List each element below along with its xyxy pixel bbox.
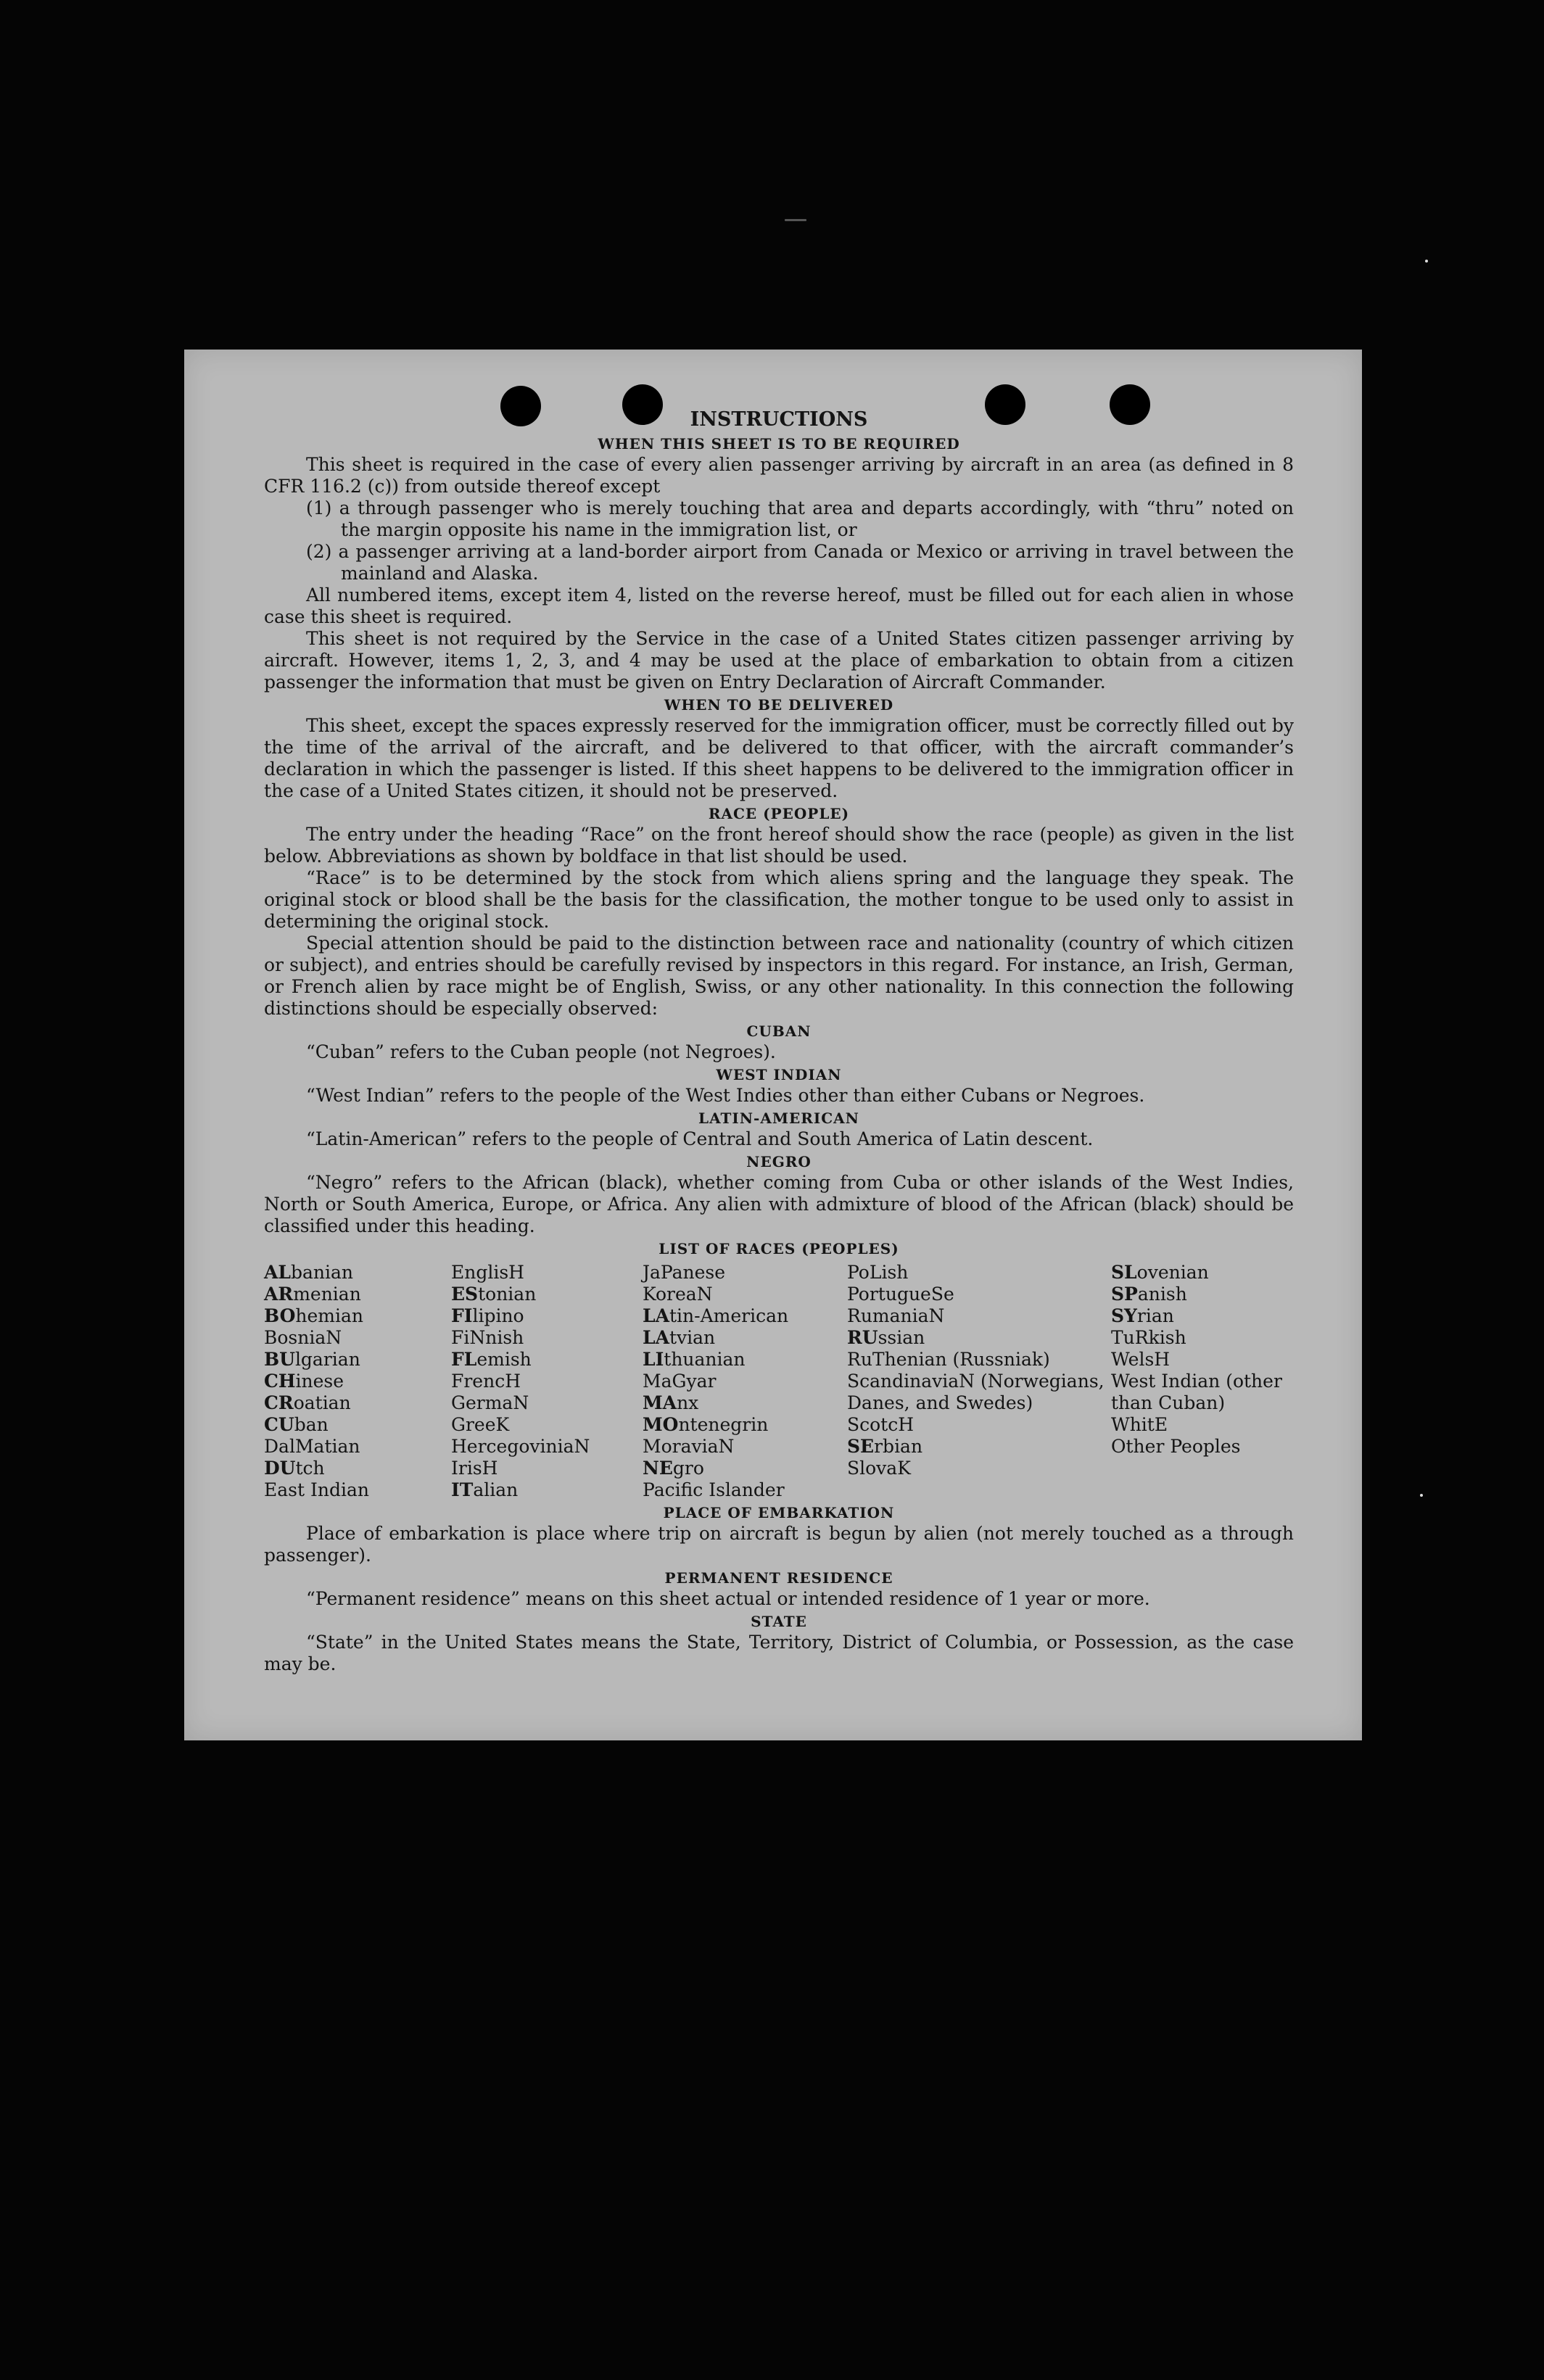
race-entry: EStonian <box>451 1284 537 1305</box>
race-entry: SlovaK <box>847 1458 911 1479</box>
race-entry: KoreaN <box>643 1284 713 1305</box>
race-entry: ITalian <box>451 1479 519 1500</box>
race-entry: PortugueSe <box>847 1284 954 1305</box>
section-heading: PERMANENT RESIDENCE <box>664 1569 893 1587</box>
race-entry: MaGyar <box>643 1371 717 1392</box>
race-entry: DalMatian <box>264 1436 360 1457</box>
race-entry: ARmenian <box>264 1284 361 1305</box>
race-entry: MOntenegrin <box>643 1414 769 1435</box>
paragraph: Place of embarkation is place where trip on aircraft is begun by alien (not merely touched as a through passenger). <box>264 1523 1294 1566</box>
document-page <box>184 350 1362 1740</box>
section-heading: LATIN-AMERICAN <box>698 1110 859 1127</box>
race-entry: SLovenian <box>1111 1262 1209 1283</box>
paragraph: Special attention should be paid to the distinction between race and nationality (country of which citizen or subject), and entries should be carefully revised by inspectors in this regard. For instance, an Irish, German, or French alien by race might be of English, Swiss, or any other nationality. In this connection the following distinctions should be especially observed: <box>264 933 1294 1019</box>
race-entry: SYrian <box>1111 1305 1174 1326</box>
section-heading: WHEN TO BE DELIVERED <box>664 696 894 714</box>
section-heading: RACE (PEOPLE) <box>708 805 850 822</box>
paragraph: All numbered items, except item 4, listed on the reverse hereof, must be filled out for each alien in whose case this sheet is required. <box>264 584 1294 627</box>
section-heading: WEST INDIAN <box>716 1066 842 1083</box>
instructions-text <box>264 408 1294 1675</box>
race-entry: MAnx <box>643 1392 699 1413</box>
section-heading: PLACE OF EMBARKATION <box>663 1504 895 1521</box>
race-entry: BosniaN <box>264 1327 342 1348</box>
race-entry: CUban <box>264 1414 329 1435</box>
race-entry: SErbian <box>847 1436 923 1457</box>
race-entry: ScandinaviaN (Norwegians, Danes, and Swedes) <box>847 1371 1105 1413</box>
paragraph: This sheet is not required by the Service in the case of a United States citizen passenger arriving by aircraft. However, items 1, 2, 3, and 4 may be used at the place of embarkation to obtain from a citizen passenger the information that must be given on Entry Declaration of Aircraft Commander. <box>264 628 1294 693</box>
race-entry: FIlipino <box>451 1305 524 1326</box>
race-entry: NEgro <box>643 1458 704 1479</box>
race-entry: LIthuanian <box>643 1349 746 1370</box>
race-entry: LAtin-American <box>643 1305 789 1326</box>
race-entry: Other Peoples <box>1111 1436 1241 1457</box>
race-column <box>264 1262 451 1501</box>
paragraph: “State” in the United States means the State, Territory, District of Columbia, or Possession, as the case may be. <box>264 1632 1294 1674</box>
section-heading: STATE <box>751 1613 807 1630</box>
list-item: (1) a through passenger who is merely touching that area and departs accordingly, with “thru” noted on the margin opposite his name in the immigration list, or <box>306 497 1294 540</box>
race-entry: BUlgarian <box>264 1349 360 1370</box>
film-speck <box>785 219 806 221</box>
paragraph: This sheet is required in the case of every alien passenger arriving by aircraft in an area (as defined in 8 CFR 116.2 (c)) from outside thereof except <box>264 454 1294 497</box>
race-entry: FLemish <box>451 1349 532 1370</box>
race-entry: SPanish <box>1111 1284 1187 1305</box>
paragraph: “Cuban” refers to the Cuban people (not Negroes). <box>306 1041 776 1062</box>
race-entry: MoraviaN <box>643 1436 735 1457</box>
race-entry: East Indian <box>264 1479 369 1500</box>
race-entry: BOhemian <box>264 1305 363 1326</box>
race-entry: GermaN <box>451 1392 529 1413</box>
paragraph: This sheet, except the spaces expressly reserved for the immigration officer, must be correctly filled out by the time of the arrival of the aircraft, and be delivered to that officer, with the aircraft commander’s declaration in which the passenger is listed. If this sheet happens to be delivered to the immigration officer in the case of a United States citizen, it should not be preserved. <box>264 715 1294 801</box>
section-heading: CUBAN <box>746 1022 812 1040</box>
race-entry: RuThenian (Russniak) <box>847 1349 1050 1370</box>
section-heading: LIST OF RACES (PEOPLES) <box>659 1240 899 1257</box>
race-entry: CRoatian <box>264 1392 351 1413</box>
race-entry: RUssian <box>847 1327 925 1348</box>
race-entry: CHinese <box>264 1371 344 1392</box>
race-entry: ScotcH <box>847 1414 915 1435</box>
race-entry: HercegoviniaN <box>451 1436 590 1457</box>
race-entry: TuRkish <box>1111 1327 1186 1348</box>
race-entry: PoLish <box>847 1262 909 1283</box>
page-title: INSTRUCTIONS <box>690 408 868 431</box>
race-column <box>847 1262 1111 1501</box>
paragraph: “Negro” refers to the African (black), whether coming from Cuba or other islands of the West Indies, North or South America, Europe, or Africa. Any alien with admixture of blood of the African (black) should be classified under this heading. <box>264 1172 1294 1236</box>
race-entry: WelsH <box>1111 1349 1171 1370</box>
race-entry: LAtvian <box>643 1327 716 1348</box>
section-heading: NEGRO <box>746 1153 812 1170</box>
race-entry: Pacific Islander <box>643 1479 785 1500</box>
film-speck <box>1420 1494 1423 1497</box>
race-entry: DUtch <box>264 1458 325 1479</box>
paragraph: “Race” is to be determined by the stock from which aliens spring and the language they speak. The original stock or blood shall be the basis for the classification, the mother tongue to be used only to assist in determining the original stock. <box>264 867 1294 932</box>
list-item: (2) a passenger arriving at a land-border airport from Canada or Mexico or arriving in travel between the mainland and Alaska. <box>306 541 1294 584</box>
race-entry: West Indian (other than Cuban) <box>1111 1371 1282 1413</box>
paragraph: “Latin-American” refers to the people of Central and South America of Latin descent. <box>306 1128 1094 1149</box>
race-entry: FrencH <box>451 1371 521 1392</box>
race-column <box>643 1262 847 1501</box>
paragraph: “West Indian” refers to the people of the West Indies other than either Cubans or Negroes. <box>306 1085 1145 1106</box>
film-speck <box>1425 260 1428 263</box>
race-entry: RumaniaN <box>847 1305 945 1326</box>
race-entry: ALbanian <box>264 1262 353 1283</box>
race-entry: FiNnish <box>451 1327 524 1348</box>
race-entry: IrisH <box>451 1458 498 1479</box>
paragraph: The entry under the heading “Race” on the front hereof should show the race (people) as given in the list below. Abbreviations as shown by boldface in that list should be used. <box>264 824 1294 867</box>
race-column <box>1111 1262 1294 1501</box>
race-column <box>451 1262 643 1501</box>
race-entry: EnglisH <box>451 1262 524 1283</box>
race-entry: GreeK <box>451 1414 510 1435</box>
race-list <box>264 1262 1294 1501</box>
paragraph: “Permanent residence” means on this sheet actual or intended residence of 1 year or more. <box>306 1588 1150 1609</box>
race-entry: WhitE <box>1111 1414 1168 1435</box>
section-heading: WHEN THIS SHEET IS TO BE REQUIRED <box>598 435 960 453</box>
race-entry: JaPanese <box>643 1262 726 1283</box>
